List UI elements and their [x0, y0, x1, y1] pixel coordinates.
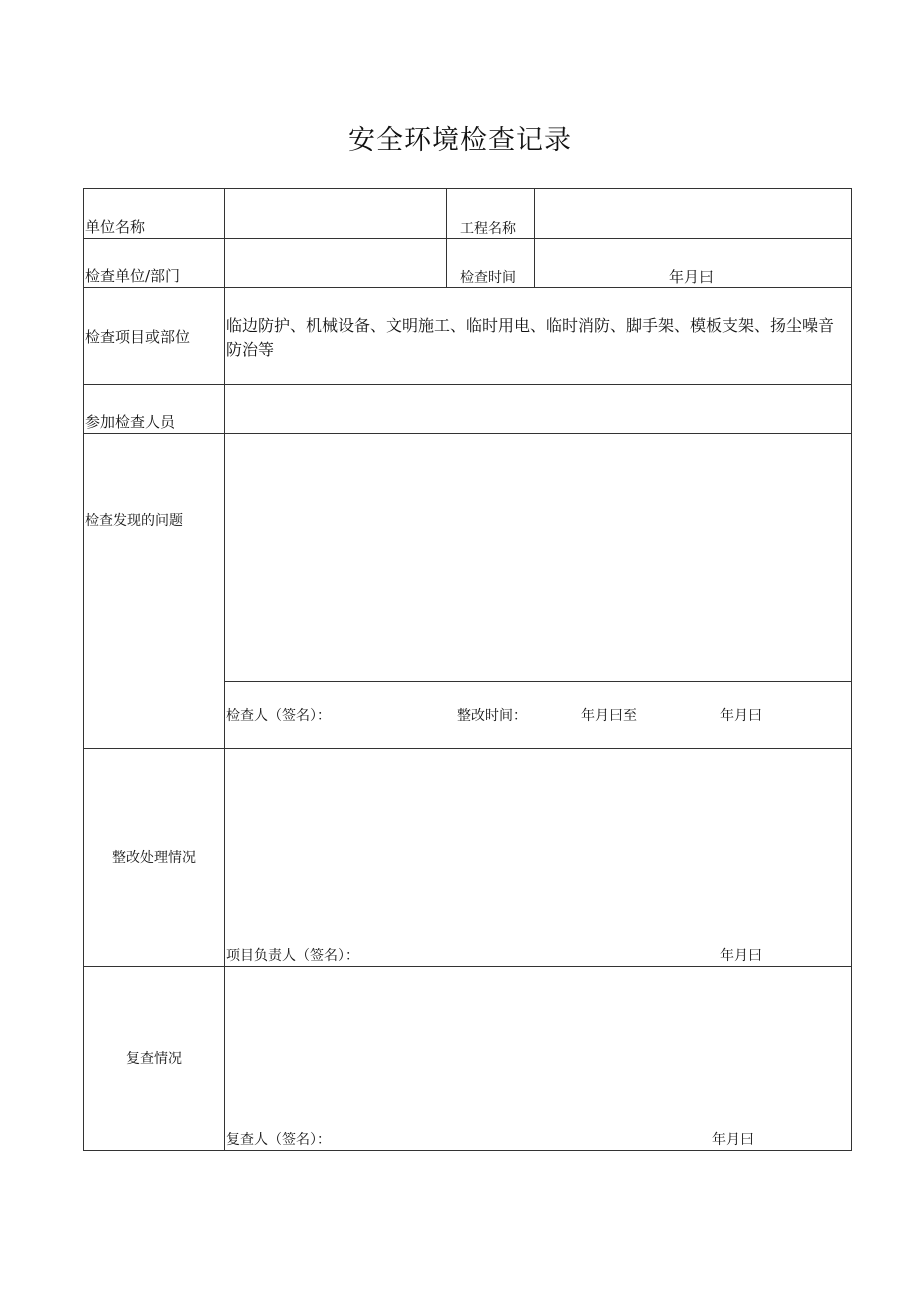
rectify-to-date: 年月曰 — [720, 708, 762, 724]
column-divider — [534, 189, 535, 287]
row-divider — [84, 287, 851, 288]
rectify-from-date: 年月曰至 — [581, 708, 637, 724]
reviewer-signature: 复查人（签名）： — [226, 1132, 331, 1148]
review-date: 年月曰 — [712, 1132, 754, 1148]
project-name-label: 工程名称 — [460, 221, 516, 237]
inspect-unit-label: 检查单位/部门 — [85, 267, 181, 285]
page-title: 安全环境检查记录 — [348, 125, 572, 156]
column-divider — [446, 189, 447, 287]
rectification-content[interactable] — [230, 757, 845, 937]
review-label: 复查情况 — [126, 1051, 182, 1067]
inspect-unit-field[interactable] — [230, 269, 440, 285]
problems-content[interactable] — [230, 441, 845, 671]
row-divider — [84, 433, 851, 434]
inspect-time-field[interactable]: 年月曰 — [669, 268, 715, 286]
inspection-items-value: 临边防护、机械设备、文明施工、临时用电、临时消防、脚手架、模板支架、扬尘噪音防治等 — [226, 316, 835, 359]
label-column-divider — [224, 189, 225, 1150]
row-divider — [84, 966, 851, 967]
participants-field[interactable] — [230, 415, 845, 431]
manager-signature: 项目负责人（签名）： — [226, 948, 359, 964]
signature-divider — [224, 681, 851, 682]
inspection-form — [83, 188, 852, 1151]
inspector-signature: 检查人（签名）： — [226, 708, 331, 724]
inspection-items-label: 检查项目或部位 — [85, 328, 191, 346]
rectification-date: 年月曰 — [720, 948, 762, 964]
review-content[interactable] — [230, 975, 845, 1125]
unit-name-field[interactable] — [230, 220, 440, 236]
rectify-time-label: 整改时间： — [457, 708, 527, 724]
rectification-label: 整改处理情况 — [112, 850, 196, 866]
participants-label: 参加检查人员 — [85, 413, 176, 431]
project-name-field[interactable] — [540, 220, 845, 236]
row-divider — [84, 748, 851, 749]
row-divider — [84, 384, 851, 385]
problems-label: 检查发现的问题 — [85, 513, 183, 529]
unit-name-label: 单位名称 — [85, 218, 146, 236]
row-divider — [84, 238, 851, 239]
inspect-time-label: 检查时间 — [460, 270, 516, 286]
